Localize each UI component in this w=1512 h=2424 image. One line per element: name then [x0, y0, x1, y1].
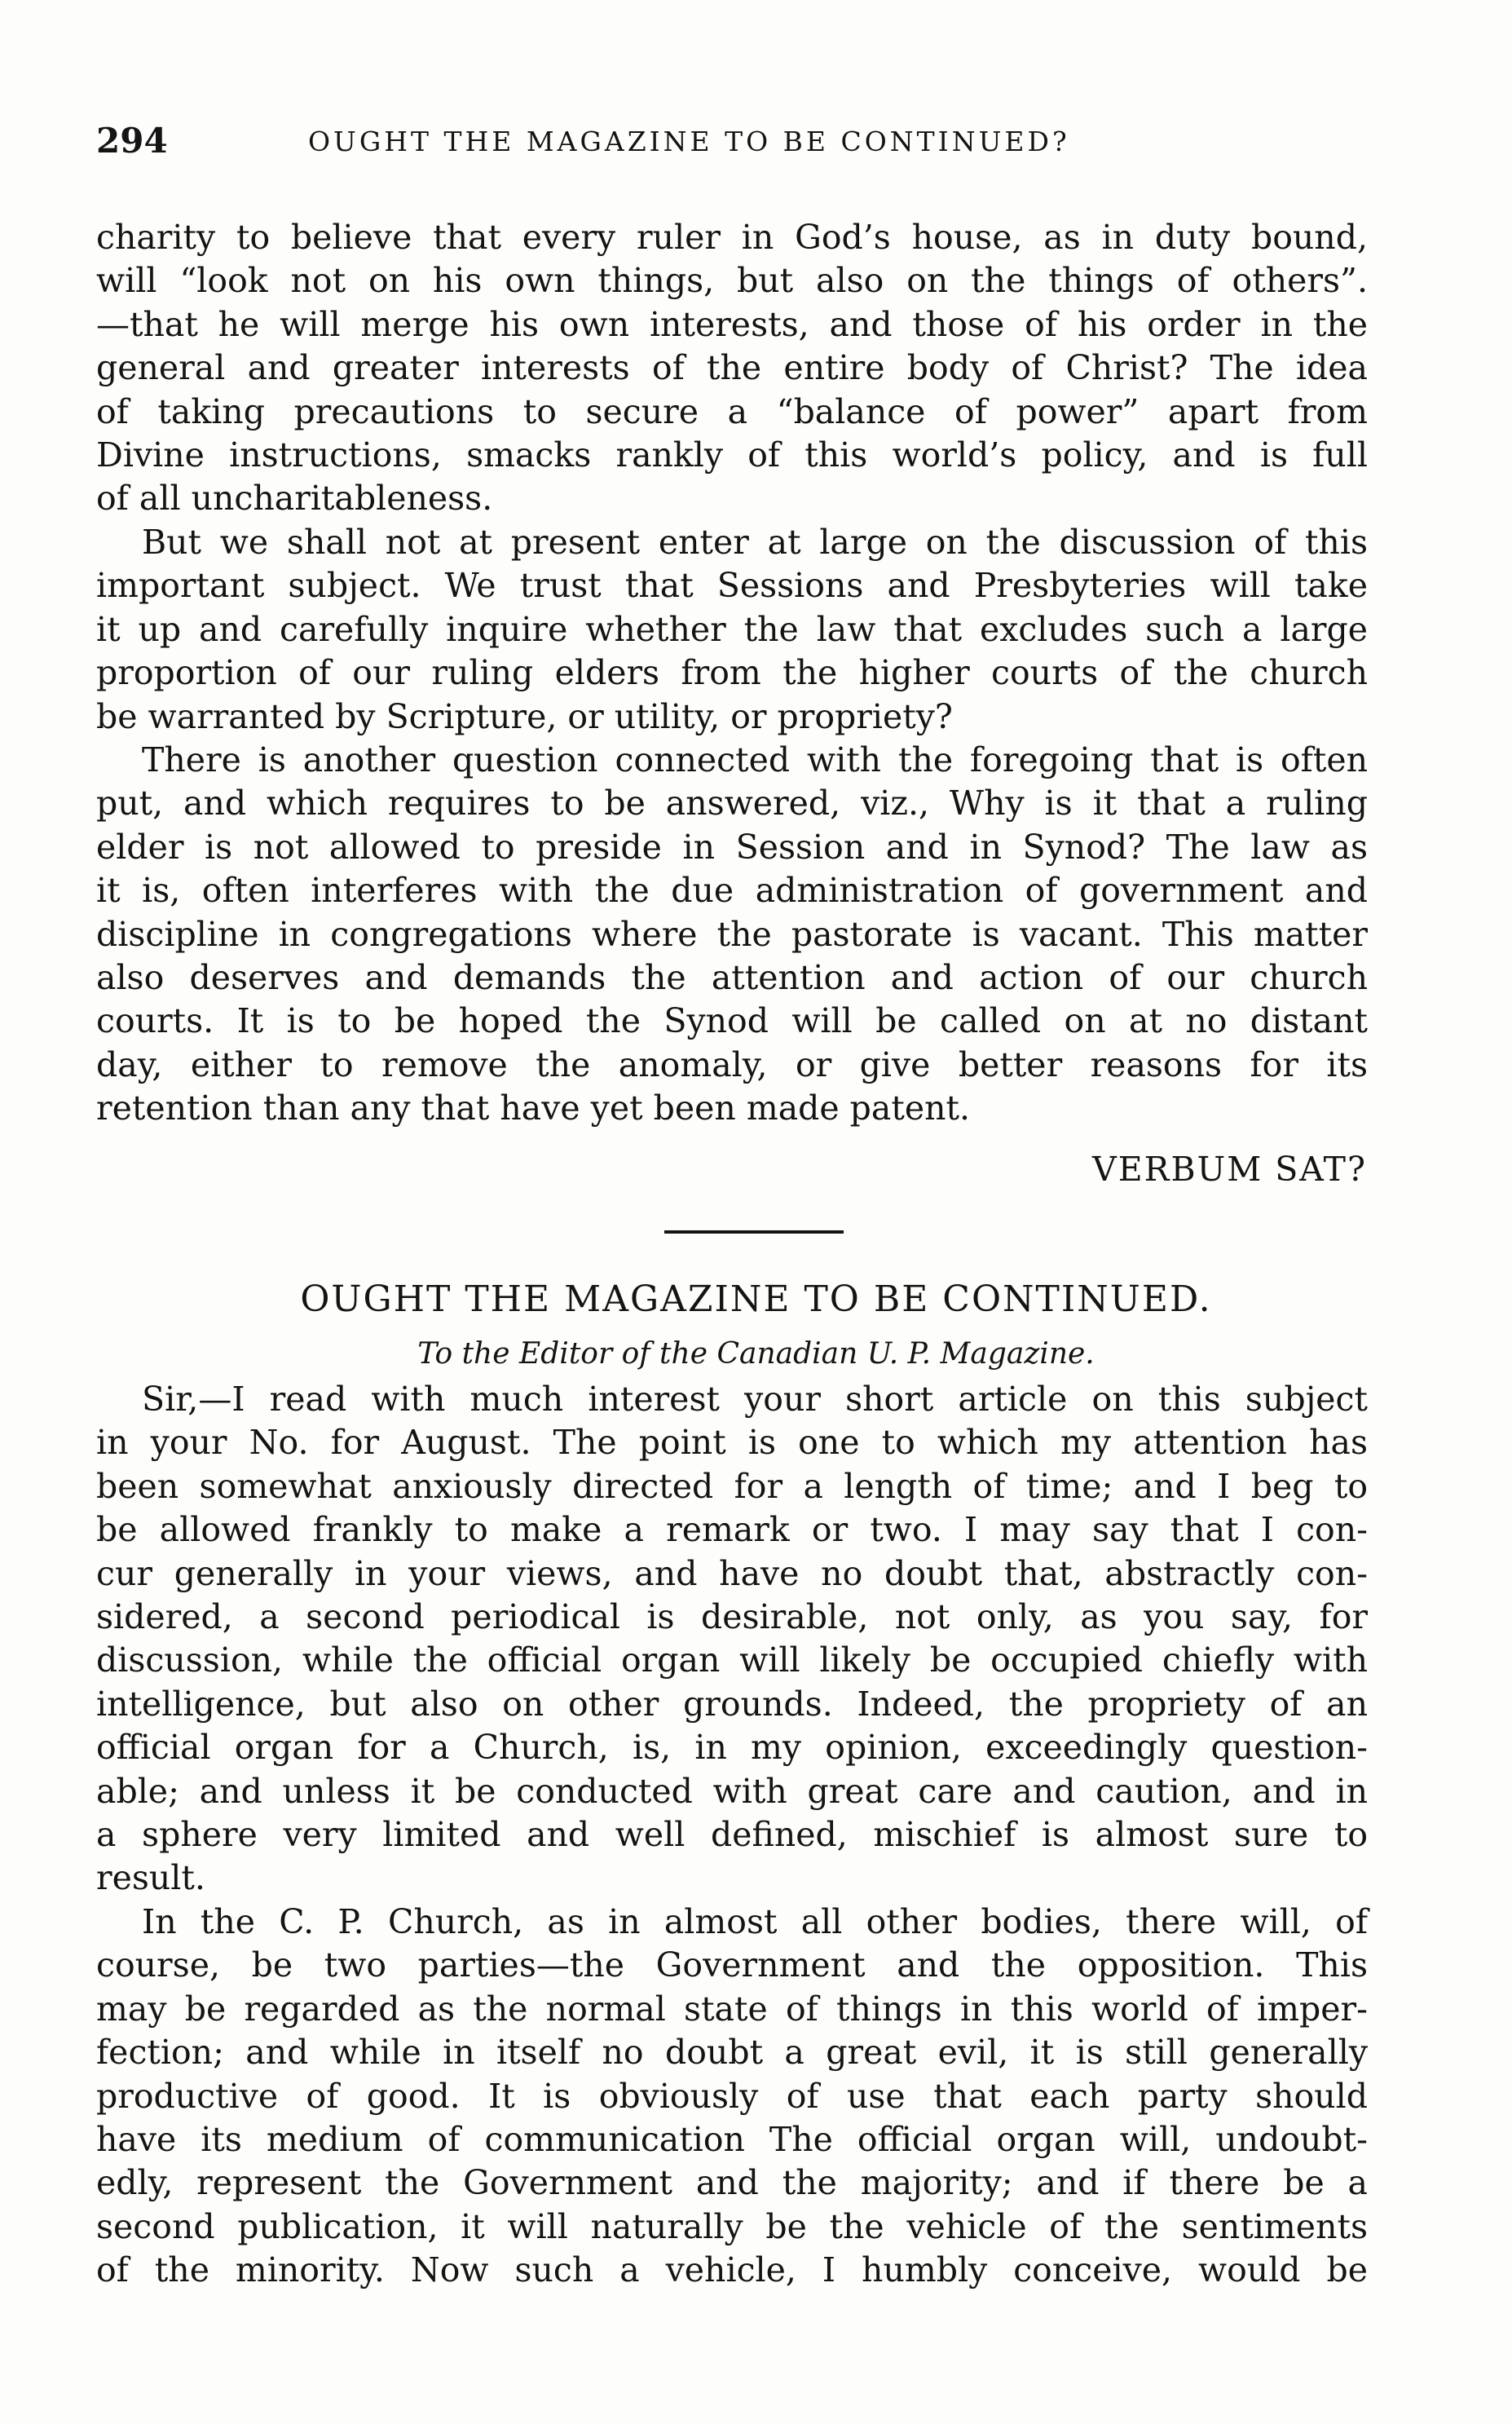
text-line: charity to believe that every ruler in God’s house, as in duty bound, [96, 218, 1368, 257]
text-line: discussion, while the official organ will likely be occupied chiefly with [96, 1640, 1368, 1680]
paragraph-sir [96, 1378, 1368, 1901]
text-line: also deserves and demands the attention and action of our church [96, 958, 1368, 998]
text-line: intelligence, but also on other grounds. Indeed, the propriety of an [96, 1684, 1368, 1724]
text-line: course, be two parties—the Government and the opposition. This [96, 1945, 1368, 1985]
text-line: will “look not on his own things, but also on the things of others”. [96, 261, 1368, 301]
text-line: put, and which requires to be answered, viz., Why is it that a ruling [96, 784, 1368, 823]
text-line: important subject. We trust that Sessions and Presbyteries will take [96, 566, 1368, 606]
text-line: But we shall not at present enter at large on the discussion of this [142, 523, 1368, 562]
paragraph-discussion [96, 521, 1368, 739]
text-line: sidered, a second periodical is desirable, not only, as you say, for [96, 1597, 1368, 1637]
text-line: elder is not allowed to preside in Session and in Synod? The law as [96, 827, 1368, 867]
text-line: in your No. for August. The point is one to which my attention has [96, 1423, 1368, 1463]
text-line: retention than any that have yet been made patent. [96, 1088, 971, 1128]
text-line: be warranted by Scripture, or utility, or propriety? [96, 696, 953, 736]
text-line: There is another question connected with the foregoing that is often [142, 740, 1368, 779]
text-line: —that he will merge his own interests, and those of his order in the [96, 304, 1368, 344]
text-line: Sir,—I read with much interest your short article on this subject [142, 1380, 1368, 1419]
text-line: second publication, it will naturally be the vehicle of the sentiments [96, 2206, 1368, 2246]
paragraph-charity [96, 216, 1368, 521]
text-line: have its medium of communication The official organ will, undoubt- [96, 2120, 1368, 2160]
page-header [96, 121, 1400, 178]
text-line: be allowed frankly to make a remark or two. I may say that I con- [96, 1510, 1368, 1550]
text-line: day, either to remove the anomaly, or give better reasons for its [96, 1044, 1368, 1084]
text-line: been somewhat anxiously directed for a length of time; and I beg to [96, 1466, 1368, 1506]
text-line: of taking precautions to secure a “balance of power” apart from [96, 391, 1368, 431]
text-line: able; and unless it be conducted with great care and caution, and in [96, 1771, 1368, 1811]
text-line: of the minority. Now such a vehicle, I humbly conceive, would be [96, 2250, 1368, 2290]
running-head: OUGHT THE MAGAZINE TO BE CONTINUED? [308, 126, 1070, 157]
article-title: OUGHT THE MAGAZINE TO BE CONTINUED. [300, 1278, 1212, 1320]
text-line: In the C. P. Church, as in almost all other bodies, there will, of [142, 1902, 1368, 1941]
paragraph-ruling-elder [96, 739, 1368, 1131]
text-line: official organ for a Church, is, in my opinion, exceedingly question- [96, 1728, 1368, 1768]
text-line: fection; and while in itself no doubt a great evil, it is still generally [96, 2033, 1368, 2073]
text-line: of all uncharitableness. [96, 479, 493, 519]
section-divider [664, 1230, 844, 1234]
salutation: To the Editor of the Canadian U. P. Magazine. [417, 1337, 1095, 1371]
text-line: result. [96, 1858, 205, 1898]
text-line: a sphere very limited and well defined, mischief is almost sure to [96, 1815, 1368, 1855]
text-line: cur generally in your views, and have no doubt that, abstractly con- [96, 1553, 1368, 1593]
text-line: productive of good. It is obviously of use that each party should [96, 2076, 1368, 2116]
text-line: may be regarded as the normal state of things in this world of imper- [96, 1989, 1368, 2029]
text-line: discipline in congregations where the pastorate is vacant. This matter [96, 914, 1368, 954]
text-line: it is, often interferes with the due administration of government and [96, 871, 1368, 911]
page-number: 294 [96, 121, 168, 161]
text-line: edly, represent the Government and the majority; and if there be a [96, 2163, 1368, 2203]
text-line: proportion of our ruling elders from the higher courts of the church [96, 653, 1368, 693]
text-line: general and greater interests of the entire body of Christ? The idea [96, 348, 1368, 388]
paragraph-cp-church [96, 1901, 1368, 2293]
text-line: it up and carefully inquire whether the law that excludes such a large [96, 609, 1368, 649]
signature: VERBUM SAT? [1092, 1150, 1367, 1189]
text-line: courts. It is to be hoped the Synod will be called on at no distant [96, 1001, 1368, 1041]
text-line: Divine instructions, smacks rankly of this world’s policy, and is full [96, 435, 1368, 475]
